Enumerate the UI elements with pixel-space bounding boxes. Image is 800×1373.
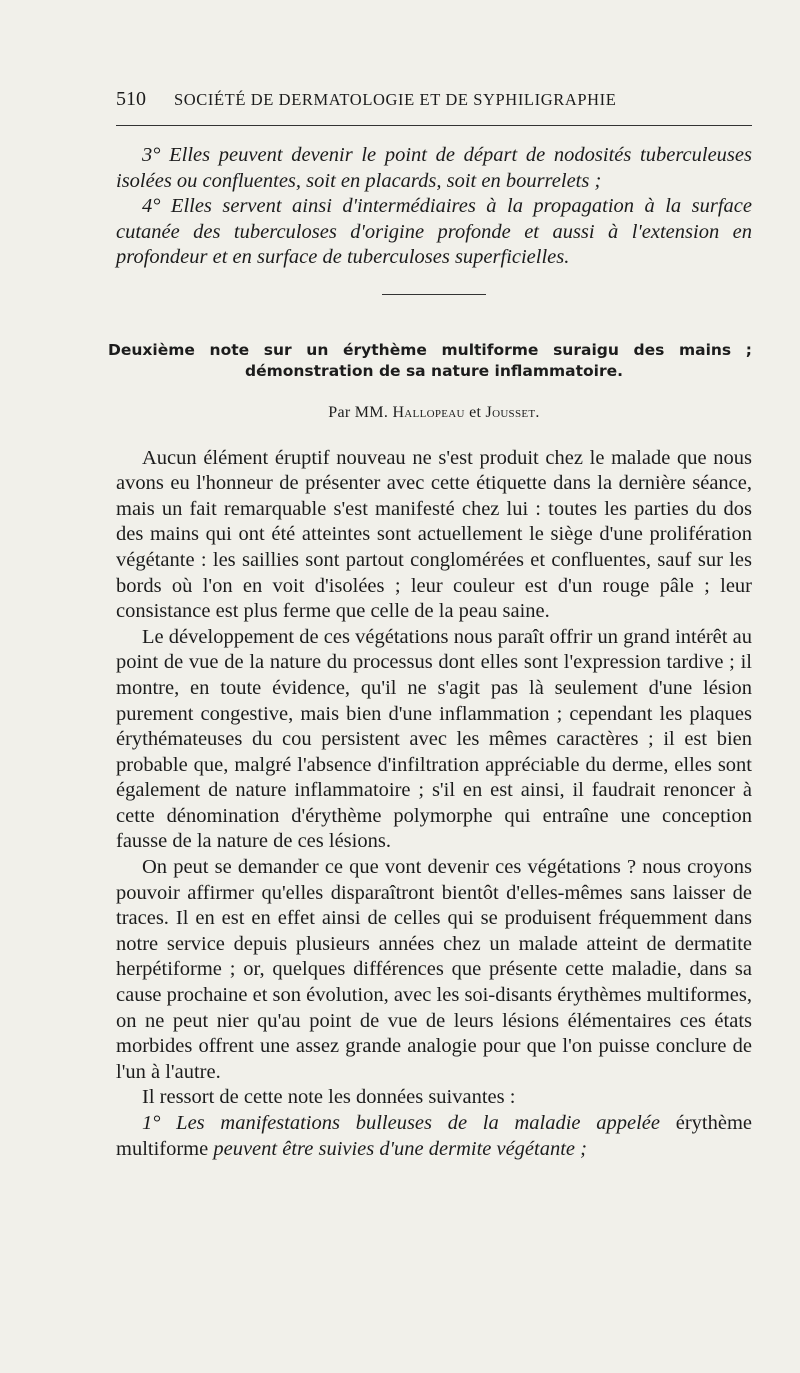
byline-conjunction: et (469, 403, 482, 421)
paragraph: On peut se demander ce que vont devenir ces végétations ? nous croyons pouvoir affirmer qu'elles disparaîtront bientôt d'elles-mêmes sans laisser de traces. Il en est en effet ainsi de celles qui se produisent fréquemment dans notre service depuis plusieurs années chez un malade atteint de dermatite herpétiforme ; or, quelques différences que présente cette maladie, dans sa cause prochaine et son évolution, avec les soi-disants érythèmes multiformes, on ne peut nier qu'au point de vue de leurs lésions élémentaires ces états morbides offrent une assez grande analogie pour que l'on puisse conclure de l'un à l'autre. (116, 856, 752, 1083)
article-title-line-2: démonstration de sa nature inflammatoire. (244, 361, 624, 380)
author-jousset: Jousset. (485, 403, 540, 421)
finding-item-1-part-2: peuvent être suivies d'une dermite végétante ; (213, 1137, 587, 1160)
page-header (116, 88, 752, 111)
paragraph: Il ressort de cette note les données suivantes : (142, 1086, 516, 1109)
article-byline (116, 400, 752, 426)
finding-item-1-term: érythème multiforme (116, 1112, 753, 1160)
article-body (116, 446, 752, 1163)
page-number: 510 (116, 88, 146, 110)
running-title: SOCIÉTÉ DE DERMATOLOGIE ET DE SYPHILIGRAPHIE (174, 90, 617, 109)
finding-item-1 (116, 1111, 752, 1162)
paragraph: Le développement de ces végétations nous paraît offrir un grand intérêt au point de vue de la nature du processus dont elles sont l'expression tardive ; il montre, en toute évidence, qu'il ne s'agit pas là seulement d'une lésion purement congestive, mais bien d'une inflammation ; cependant les plaques érythémateuses du cou persistent avec les mêmes caractères ; il est bien probable que, malgré l'absence d'infiltration appréciable du derme, elles sont également de nature inflammatoire ; s'il en est ainsi, il faudrait renoncer à cette dénomination d'érythème polymorphe qui entraîne une conception fausse de la nature de ces lésions. (116, 625, 752, 853)
header-divider (116, 125, 752, 126)
author-hallopeau: Hallopeau (392, 403, 465, 421)
byline-prefix: Par MM. (328, 403, 389, 421)
finding-item-1-part-1: 1° Les manifestations bulleuses de la maladie appelée (142, 1112, 661, 1134)
section-divider (382, 294, 486, 295)
article-title (108, 340, 752, 382)
conclusion-item-4: 4° Elles servent ainsi d'intermédiaires à la propagation à la surface cutanée des tuberculoses d'origine profonde et aussi à l'extension en profondeur et en surface de tuberculoses superficielles. (116, 195, 752, 269)
body-text (108, 143, 753, 1162)
article-title-line-1: Deuxième note sur un érythème multiforme suraigu des mains ; (108, 340, 752, 359)
paragraph: Aucun élément éruptif nouveau ne s'est produit chez le malade que nous avons eu l'honneur de présenter avec cette étiquette dans la dernière séance, mais un fait remarquable s'est manifesté chez lui : toutes les parties du dos des mains qui ont été atteintes sont actuellement le siège d'une prolifération végétante : les saillies sont partout conglomérées et confluentes, sauf sur les bords où l'on en voit d'isolées ; leur couleur est d'un rouge pâle ; leur consistance est plus ferme que celle de la peau saine. (116, 446, 752, 623)
conclusion-item-3: 3° Elles peuvent devenir le point de départ de nodosités tuberculeuses isolées ou confluentes, soit en placards, soit en bourrelets ; (116, 144, 752, 192)
